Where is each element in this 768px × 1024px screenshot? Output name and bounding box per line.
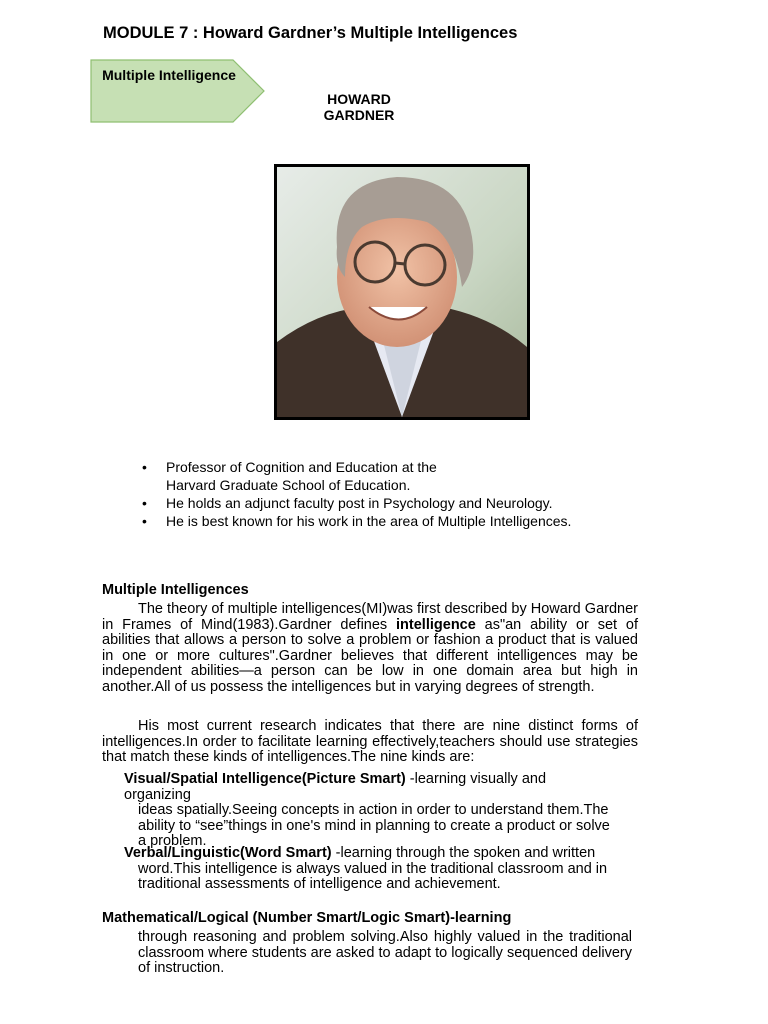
portrait-image [277,167,527,417]
intelligence-desc: -learning through the spoken and written [331,845,596,861]
intelligence-desc-cont: ideas spatially.Seeing concepts in action in order to understand them.The ability to “see”things in one's mind in planning to create a product or solve a problem. [138,802,610,850]
bullet-text: He is best known for his work in the area of Multiple Intelligences. [166,513,572,529]
mi-definition-paragraph [102,602,638,696]
bullet-text: He holds an adjunct faculty post in Psychology and Neurology. [166,495,553,511]
page-title: MODULE 7 : Howard Gardner’s Multiple Intelligences [103,24,518,42]
intelligence-visual-spatial [124,772,614,850]
section-heading: Multiple Intelligences [102,582,249,598]
author-name: HOWARD GARDNER [323,91,395,123]
howard-gardner-photo [274,164,530,420]
intelligence-mathematical-logical-desc: through reasoning and problem solving.Also highly valued in the traditional classroom where students are asked to adapt to logically sequenced delivery of instruction. [138,929,632,977]
arrow-label: Multiple Intelligence [102,67,236,83]
research-paragraph [102,719,638,766]
bullet-text: Professor of Cognition and Education at the [166,459,437,475]
paragraph-text: His most current research indicates that there are nine distinct forms of intelligences.In order to facilitate learning effectively,teachers should use strategies that match these kinds of intelligences.The nine kinds are: [102,718,638,766]
intelligence-desc-cont: word.This intelligence is always valued in the traditional classroom and in traditional assessments of intelligence and achievement. [138,860,608,893]
paragraph-text: The theory of multiple intelligences(MI)was first described by Howard Gardner in Frames of Mind(1983).Gardner defines [102,601,638,633]
intelligence-desc: -learning visually and organizing [124,771,547,803]
intelligence-verbal-linguistic [124,846,614,893]
intelligence-name: Visual/Spatial Intelligence(Picture Smart) [124,771,406,787]
bullet-item [140,458,660,494]
intelligence-name: Verbal/Linguistic(Word Smart) [124,845,332,861]
bullet-text: Harvard Graduate School of Education. [166,477,411,493]
bio-bullet-list [140,458,660,530]
paragraph-text: as"an ability or set of abilities that allows a person to solve a problem or fashion a product that is valued in one or more cultures".Gardner believes that different intelligences may be independent abilities—a person can be low in one domain area but high in another.All of us possess the intelligences but in varying degrees of strength. [102,616,638,695]
intelligence-term: intelligence [396,616,476,633]
bullet-item [140,512,660,530]
intelligence-mathematical-logical-heading: Mathematical/Logical (Number Smart/Logic Smart)-learning [102,910,512,926]
bullet-item [140,494,660,512]
